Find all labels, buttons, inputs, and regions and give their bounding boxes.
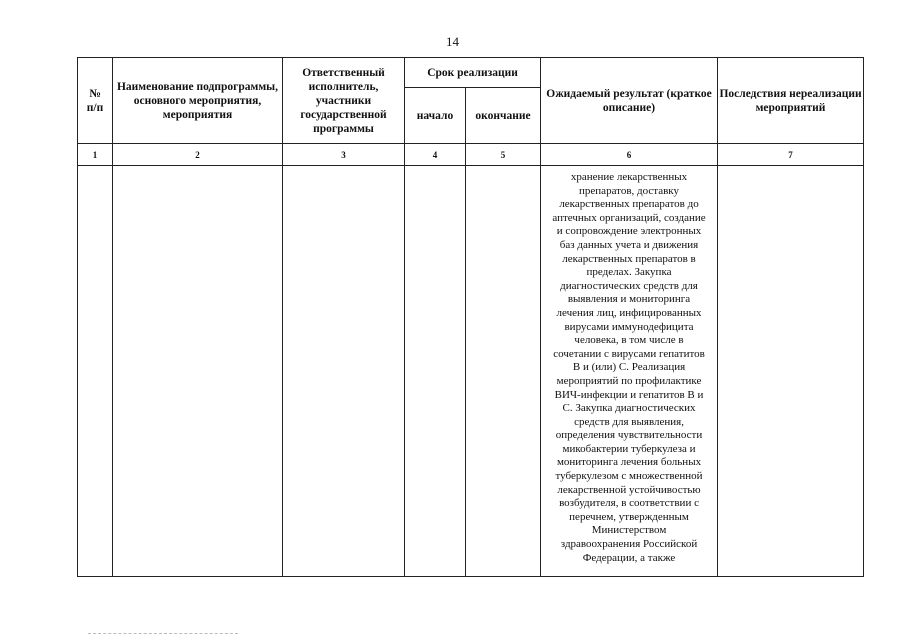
column-number: 5	[466, 144, 541, 166]
header-end: окончание	[466, 88, 541, 144]
scan-mark	[88, 633, 238, 635]
cell-result: хранение лекарственных препаратов, доставку лекарственных препаратов до аптечных организаций, создание и сопровождение электронных баз данных учета и движения лекарственных препаратов в пределах. Закупка диагностических средств для выявления и мониторинга лечения лиц, инфицированных вирусами иммунодефицита человека, в том числе в сочетании с вирусами гепатитов В и (или) С. Реализация мероприятий по профилактике ВИЧ-инфекции и гепатитов В и С. Закупка диагностических средств для выявления, определения чувствительности микобактерии туберкулеза и мониторинга лечения больных туберкулезом с множественной лекарственной устойчивостью возбудителя, в соответствии с перечнем, утвержденным Министерством здравоохранения Российской Федерации, а также	[541, 166, 718, 577]
column-number: 4	[405, 144, 466, 166]
cell-start	[405, 166, 466, 577]
cell-end	[466, 166, 541, 577]
plan-table	[77, 57, 864, 577]
header-executor: Ответственный исполнитель, участники государственной программы	[283, 58, 405, 144]
column-number: 2	[113, 144, 283, 166]
header-term: Срок реализации	[405, 58, 541, 88]
page-number: 14	[446, 34, 459, 49]
column-number: 6	[541, 144, 718, 166]
cell-name	[113, 166, 283, 577]
cell-consequences	[718, 166, 864, 577]
column-number: 3	[283, 144, 405, 166]
header-start: начало	[405, 88, 466, 144]
header-consequences: Последствия нереализации мероприятий	[718, 58, 864, 144]
column-number: 7	[718, 144, 864, 166]
cell-number	[78, 166, 113, 577]
header-number: № п/п	[78, 58, 113, 144]
header-result: Ожидаемый результат (краткое описание)	[541, 58, 718, 144]
header-name: Наименование подпрограммы, основного мероприятия, мероприятия	[113, 58, 283, 144]
column-number-row	[78, 144, 864, 166]
cell-executor	[283, 166, 405, 577]
column-number: 1	[78, 144, 113, 166]
table-row	[78, 166, 864, 577]
